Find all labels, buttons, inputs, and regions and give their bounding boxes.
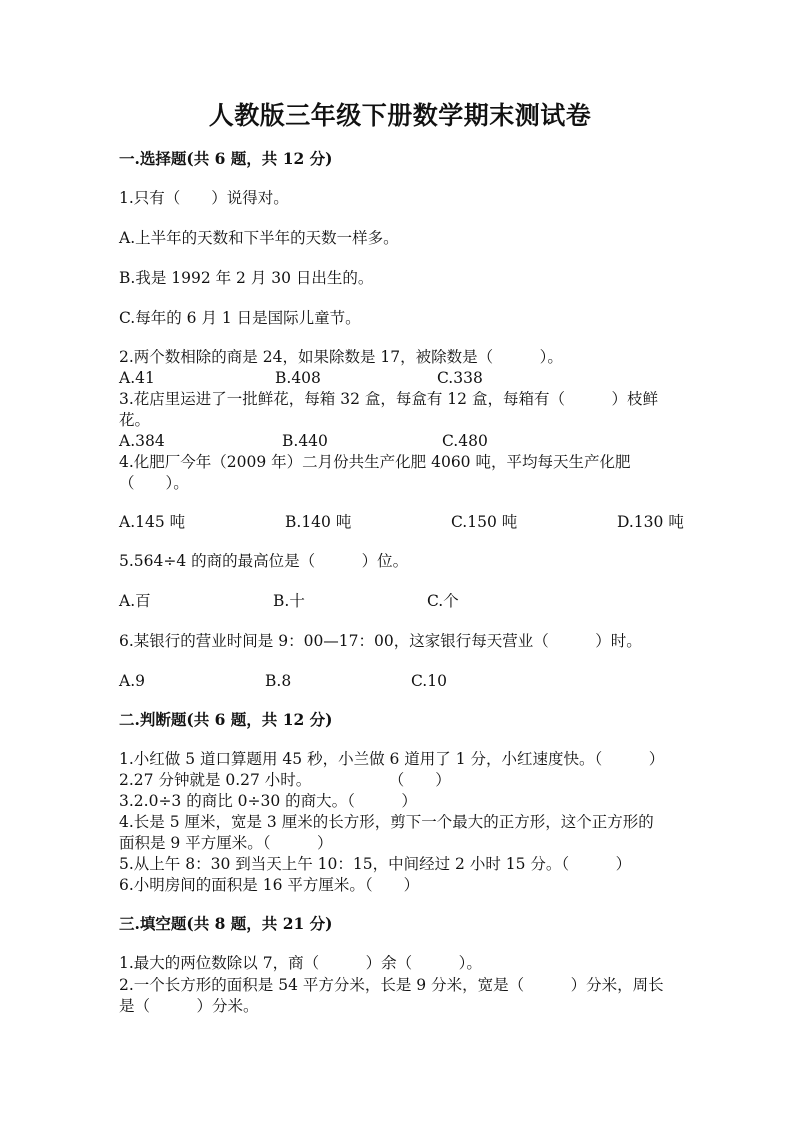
question-3-stem-line2: 花。: [119, 411, 151, 429]
judgment-item-2: 2.27 分钟就是 0.27 小时。 （ ）: [119, 771, 451, 789]
question-4-option-d: D.130 吨: [617, 513, 684, 531]
judgment-item-4-line2: 面积是 9 平方厘米。（ ）: [119, 834, 333, 852]
section-heading-fill-blank: 三.填空题(共 8 题，共 21 分): [119, 914, 333, 933]
question-4-stem-line1: 4.化肥厂今年（2009 年）二月份共生产化肥 4060 吨，平均每天生产化肥: [119, 453, 631, 471]
section-heading-choice: 一.选择题(共 6 题，共 12 分): [119, 149, 333, 168]
question-1-option-a: A.上半年的天数和下半年的天数一样多。: [119, 229, 399, 247]
judgment-item-3: 3.2.0÷3 的商比 0÷30 的商大。（ ）: [119, 792, 417, 810]
question-6-option-a: A.9: [119, 672, 145, 690]
question-3-option-a: A.384: [119, 432, 165, 450]
question-3-stem-line1: 3.花店里运进了一批鲜花，每箱 32 盒，每盒有 12 盒，每箱有（ ）枝鲜: [119, 390, 658, 408]
question-6-stem: 6.某银行的营业时间是 9：00—17：00，这家银行每天营业（ ）时。: [119, 632, 642, 650]
question-5-option-b: B.十: [273, 592, 305, 610]
question-3-option-c: C.480: [442, 432, 488, 450]
question-1-option-b: B.我是 1992 年 2 月 30 日出生的。: [119, 269, 374, 287]
question-1-stem: 1.只有（ ）说得对。: [119, 189, 289, 207]
fill-item-2-line2: 是（ ）分米。: [119, 997, 259, 1015]
question-2-option-c: C.338: [437, 369, 483, 387]
question-4-stem-line2: （ ）。: [119, 474, 189, 492]
question-4-option-c: C.150 吨: [451, 513, 518, 531]
judgment-item-1: 1.小红做 5 道口算题用 45 秒，小兰做 6 道用了 1 分，小红速度快。（ ）: [119, 750, 665, 768]
judgment-item-4-line1: 4.长是 5 厘米，宽是 3 厘米的长方形，剪下一个最大的正方形，这个正方形的: [119, 813, 654, 831]
judgment-item-6: 6.小明房间的面积是 16 平方厘米。（ ）: [119, 876, 420, 894]
question-6-option-c: C.10: [411, 672, 447, 690]
question-6-option-b: B.8: [265, 672, 292, 690]
question-5-stem: 5.564÷4 的商的最高位是（ ）位。: [119, 552, 409, 570]
question-2-option-b: B.408: [275, 369, 321, 387]
fill-item-2-line1: 2.一个长方形的面积是 54 平方分米，长是 9 分米，宽是（ ）分米，周长: [119, 976, 664, 994]
question-3-option-b: B.440: [282, 432, 328, 450]
question-5-option-a: A.百: [119, 592, 151, 610]
page-title: 人教版三年级下册数学期末测试卷: [208, 101, 592, 130]
question-4-option-b: B.140 吨: [285, 513, 352, 531]
question-4-option-a: A.145 吨: [119, 513, 186, 531]
question-5-option-c: C.个: [427, 592, 459, 610]
judgment-item-5: 5.从上午 8：30 到当天上午 10：15，中间经过 2 小时 15 分。（ ）: [119, 855, 632, 873]
question-2-stem: 2.两个数相除的商是 24，如果除数是 17，被除数是（ ）。: [119, 348, 563, 366]
section-heading-true-false: 二.判断题(共 6 题，共 12 分): [119, 710, 333, 729]
question-1-option-c: C.每年的 6 月 1 日是国际儿童节。: [119, 309, 361, 327]
fill-item-1: 1.最大的两位数除以 7，商（ ）余（ ）。: [119, 954, 482, 972]
question-2-option-a: A.41: [119, 369, 155, 387]
